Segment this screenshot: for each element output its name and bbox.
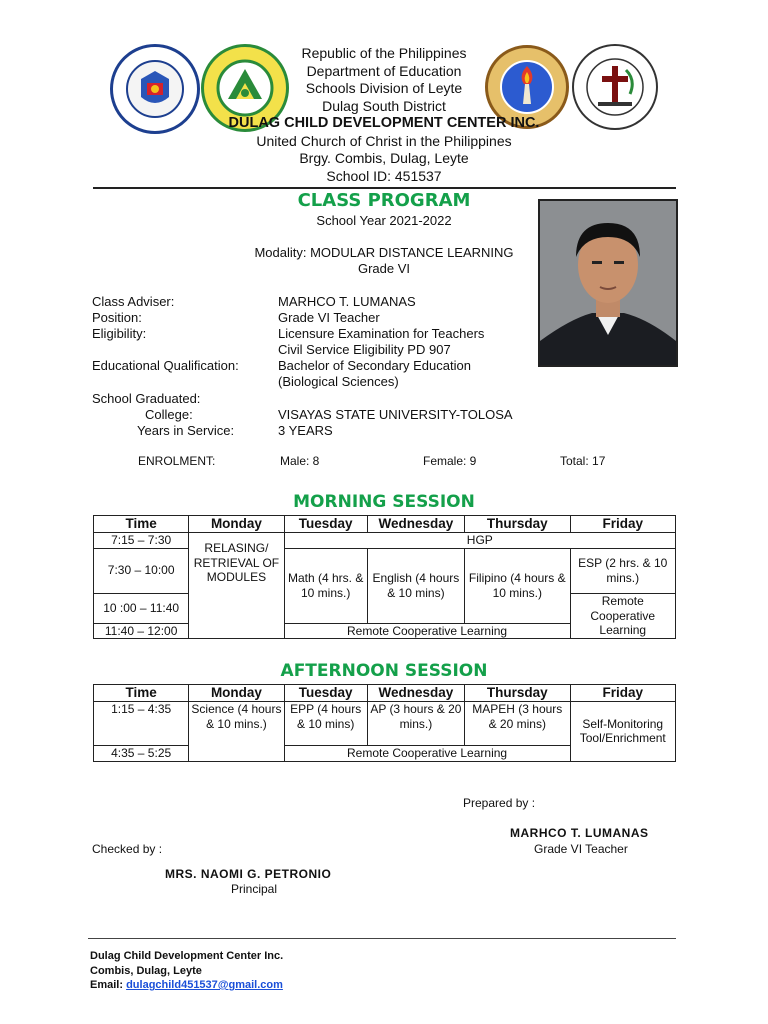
- teacher-photo: [538, 199, 678, 367]
- position-label: Position:: [92, 310, 142, 325]
- col-time: Time: [94, 685, 189, 702]
- eligibility-value-1: Licensure Examination for Teachers: [278, 326, 485, 341]
- position-value: Grade VI Teacher: [278, 310, 380, 325]
- address-line: Brgy. Combis, Dulag, Leyte: [299, 150, 469, 166]
- footer-line-2: Combis, Dulag, Leyte: [90, 965, 202, 977]
- col-tuesday: Tuesday: [284, 516, 367, 533]
- division-line: Schools Division of Leyte: [305, 80, 463, 96]
- afternoon-session-title: AFTERNOON SESSION: [280, 661, 488, 681]
- prepared-by-name: MARHCO T. LUMANAS: [510, 826, 649, 840]
- school-year: School Year 2021-2022: [316, 213, 452, 228]
- table-row: [94, 702, 676, 746]
- time-cell: 4:35 – 5:25: [94, 746, 189, 762]
- adviser-label: Class Adviser:: [92, 294, 175, 309]
- col-friday: Friday: [570, 685, 676, 702]
- modality: Modality: MODULAR DISTANCE LEARNING: [254, 245, 514, 260]
- education-value-2: (Biological Sciences): [278, 374, 399, 389]
- footer-email-link[interactable]: dulagchild451537@gmail.com: [126, 979, 283, 991]
- afternoon-schedule-table: [93, 684, 676, 762]
- enrolment-label: ENROLMENT:: [138, 454, 216, 468]
- college-value: VISAYAS STATE UNIVERSITY-TOLOSA: [278, 407, 513, 422]
- enrolment-total: Total: 17: [560, 454, 606, 468]
- col-thursday: Thursday: [465, 685, 570, 702]
- thursday-cell: Filipino (4 hours & 10 mins.): [465, 548, 570, 623]
- col-monday: Monday: [189, 516, 284, 533]
- col-wednesday: Wednesday: [367, 685, 464, 702]
- years-label: Years in Service:: [137, 423, 235, 438]
- col-time: Time: [94, 516, 189, 533]
- eligibility-value-2: Civil Service Eligibility PD 907: [278, 342, 451, 357]
- time-cell: 7:30 – 10:00: [94, 548, 189, 593]
- letterhead: [0, 45, 768, 185]
- col-tuesday: Tuesday: [284, 685, 367, 702]
- district-line: Dulag South District: [322, 97, 446, 114]
- footer-divider: [88, 938, 676, 939]
- morning-schedule-table: [93, 515, 676, 639]
- table-row: [94, 533, 676, 549]
- table-header-row: [94, 516, 676, 533]
- hgp-cell: HGP: [284, 533, 675, 549]
- time-cell: 11:40 – 12:00: [94, 623, 189, 639]
- col-thursday: Thursday: [465, 516, 570, 533]
- rcl-cell: Remote Cooperative Learning: [284, 623, 570, 639]
- school-name: DULAG CHILD DEVELOPMENT CENTER INC.: [228, 115, 540, 131]
- enrolment-female: Female: 9: [423, 454, 477, 468]
- wednesday-cell: AP (3 hours & 20 mins.): [367, 702, 464, 746]
- time-cell: 7:15 – 7:30: [94, 533, 189, 549]
- college-label: College:: [145, 407, 193, 422]
- deped-line: Department of Education: [306, 62, 462, 79]
- thursday-cell: MAPEH (3 hours & 20 mins): [465, 702, 570, 746]
- monday-cell: RELASING/ RETRIEVAL OF MODULES: [189, 533, 284, 639]
- republic-line: Republic of the Philippines: [301, 45, 467, 61]
- page-title: CLASS PROGRAM: [297, 190, 471, 211]
- church-line: United Church of Christ in the Philippines: [256, 132, 512, 149]
- tuesday-cell: Math (4 hrs. & 10 mins.): [284, 548, 367, 623]
- checked-by-title: Principal: [231, 882, 278, 896]
- checked-by-name: MRS. NAOMI G. PETRONIO: [165, 867, 332, 881]
- prepared-by-title: Grade VI Teacher: [534, 842, 628, 856]
- time-cell: 10 :00 – 11:40: [94, 593, 189, 623]
- portrait-icon: [540, 201, 676, 365]
- years-value: 3 YEARS: [278, 423, 333, 438]
- education-label: Educational Qualification:: [92, 358, 239, 373]
- checked-by-label: Checked by :: [92, 842, 163, 856]
- friday-cell: Remote Cooperative Learning: [570, 593, 676, 639]
- time-cell: 1:15 – 4:35: [94, 702, 189, 746]
- morning-session-title: MORNING SESSION: [293, 492, 475, 512]
- monday-cell: Science (4 hours & 10 mins.): [189, 702, 284, 762]
- col-wednesday: Wednesday: [367, 516, 464, 533]
- footer-email-line: [90, 978, 283, 993]
- graduated-label: School Graduated:: [92, 391, 201, 406]
- eligibility-label: Eligibility:: [92, 326, 147, 341]
- prepared-by-label: Prepared by :: [463, 796, 536, 810]
- tuesday-cell: EPP (4 hours & 10 mins): [284, 702, 367, 746]
- grade-level: Grade VI: [357, 261, 411, 276]
- wednesday-cell: English (4 hours & 10 mins): [367, 548, 464, 623]
- enrolment-male: Male: 8: [280, 454, 320, 468]
- header-divider: [93, 187, 676, 189]
- table-header-row: [94, 685, 676, 702]
- table-row: [94, 548, 676, 593]
- friday-cell: ESP (2 hrs. & 10 mins.): [570, 548, 676, 593]
- footer-line-1: Dulag Child Development Center Inc.: [90, 950, 284, 962]
- friday-cell: Self-Monitoring Tool/Enrichment: [570, 702, 676, 762]
- col-friday: Friday: [570, 516, 676, 533]
- footer-email-label: Email:: [90, 979, 127, 991]
- col-monday: Monday: [189, 685, 284, 702]
- education-value-1: Bachelor of Secondary Education: [278, 358, 471, 373]
- school-id-line: School ID: 451537: [326, 167, 442, 184]
- adviser-value: MARHCO T. LUMANAS: [278, 294, 416, 309]
- rcl-cell: Remote Cooperative Learning: [284, 746, 570, 762]
